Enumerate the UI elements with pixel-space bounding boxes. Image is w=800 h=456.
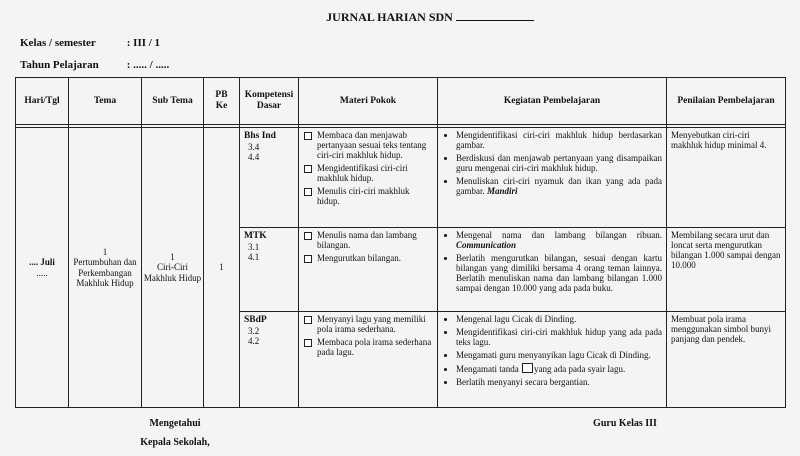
subtema-name: Ciri-Ciri Makhluk Hidup xyxy=(143,262,202,283)
tahun-value: : ..... / ..... xyxy=(126,59,170,71)
subject-name: SBdP xyxy=(244,315,267,325)
square-symbol-icon xyxy=(522,363,533,373)
header-materi: Materi Pokok xyxy=(299,78,438,125)
list-item: Mengurutkan bilangan. xyxy=(303,253,433,263)
table-row xyxy=(16,128,786,228)
document-title xyxy=(0,10,800,25)
kd-code: 3.4 xyxy=(248,141,260,152)
kd-cell-bhs-ind xyxy=(240,128,299,228)
list-item xyxy=(456,363,662,374)
penilaian-cell-sbdp: Membuat pola irama menggunakan simbol bunyi panjang dan pendek. xyxy=(667,312,786,408)
kd-code: 3.2 xyxy=(248,325,260,336)
school-name-blank xyxy=(456,10,534,21)
sign-right-line1: Guru Kelas III xyxy=(593,418,657,429)
list-item: • Mengenal lagu Cicak di Dinding. xyxy=(456,314,662,324)
sign-left-line1: Mengetahui xyxy=(149,418,201,429)
subtema-cell xyxy=(142,128,204,408)
list-item: • Mengidentifikasi ciri-ciri makhluk hidup yang ada pada teks lagu. xyxy=(456,327,662,347)
hari-cell xyxy=(16,128,69,408)
list-item: Membaca pola irama sederhana pada lagu. xyxy=(303,337,433,357)
list-item: • Mengamati guru menyanyikan lagu Cicak di Dinding. xyxy=(456,350,662,360)
emphasis-text: Mandiri xyxy=(487,186,518,197)
list-item: Menulis ciri-ciri makhluk hidup. xyxy=(303,186,433,206)
header-kd-line2: Dasar xyxy=(256,101,282,111)
header-kd-line1: Kompetensi xyxy=(244,90,294,101)
kelas-semester-line xyxy=(20,37,160,49)
kd-cell-sbdp xyxy=(240,312,299,408)
hari-year: ..... xyxy=(36,267,48,278)
kegiatan-cell-mtk xyxy=(438,228,667,312)
list-item: • Mengidentifikasi ciri-ciri makhluk hidup berdasarkan gambar. xyxy=(456,130,662,150)
kelas-value: : III / 1 xyxy=(126,37,161,49)
tema-cell xyxy=(69,128,142,408)
list-item: Mengidentifikasi ciri-ciri makhluk hidup. xyxy=(303,163,433,183)
kegiatan-cell-bhs-ind xyxy=(438,128,667,228)
kd-code: 4.1 xyxy=(248,251,260,262)
kd-code: 4.2 xyxy=(248,335,260,346)
kelas-label: Kelas / semester xyxy=(20,37,96,49)
title-text: JURNAL HARIAN SDN xyxy=(326,10,453,24)
header-pb-line2: Ke xyxy=(215,101,228,111)
header-pb xyxy=(204,78,240,125)
header-subtema: Sub Tema xyxy=(142,78,204,125)
header-tema: Tema xyxy=(69,78,142,125)
list-item: • Berlatih mengurutkan bilangan, sesuai dengan kartu bilangan yang dimiliki bersama 4 orang teman lainnya. Berlatih menuliskan nama dan lambang bilangan 1.000 sampai dengan 10.000 yang ada pada buku. xyxy=(456,253,662,293)
header-kegiatan: Kegiatan Pembelajaran xyxy=(438,78,667,125)
journal-table xyxy=(15,77,786,408)
header-pb-line1: PB xyxy=(215,90,228,101)
hari-date: .... Juli xyxy=(29,257,55,268)
tema-name: Pertumbuhan dan Perkembangan Makhluk Hidup xyxy=(73,257,137,288)
signature-right xyxy=(585,418,665,429)
list-item: Membaca dan menjawab pertanyaan sesuai teks tentang ciri-ciri makhluk hidup. xyxy=(303,130,433,160)
kd-code: 4.4 xyxy=(248,151,260,162)
penilaian-cell-bhs-ind: Menyebutkan ciri-ciri makhluk hidup minimal 4. xyxy=(667,128,786,228)
list-item-text-suffix: yang ada pada syair lagu. xyxy=(533,364,626,375)
emphasis-text: Communication xyxy=(456,240,517,251)
list-item: Menyanyi lagu yang memiliki pola irama sederhana. xyxy=(303,314,433,334)
kd-code: 3.1 xyxy=(248,241,260,252)
tema-number: 1 xyxy=(102,247,108,258)
sign-left-line2: Kepala Sekolah, xyxy=(140,437,210,448)
pb-cell: 1 xyxy=(204,128,240,408)
tahun-label: Tahun Pelajaran xyxy=(20,59,99,71)
kegiatan-cell-sbdp xyxy=(438,312,667,408)
list-item: • Mengenal nama dan lambang bilangan ribuan. Communication xyxy=(456,230,662,250)
signature-left xyxy=(130,418,220,456)
header-hari: Hari/Tgl xyxy=(16,78,69,125)
header-row xyxy=(16,78,786,125)
header-kd xyxy=(240,78,299,125)
list-item: • Menuliskan ciri-ciri nyamuk dan ikan yang ada pada gambar. Mandiri xyxy=(456,176,662,196)
list-item: • Berlatih menyanyi secara bergantian. xyxy=(456,377,662,387)
subject-name: MTK xyxy=(244,231,267,241)
list-item: • Berdiskusi dan menjawab pertanyaan yang disampaikan guru mengenai ciri-ciri makhluk hidup. xyxy=(456,153,662,173)
materi-cell-mtk xyxy=(299,228,438,312)
tahun-pelajaran-line xyxy=(20,59,169,71)
subject-name: Bhs Ind xyxy=(244,131,276,141)
list-item-text: Mengamati tanda xyxy=(456,364,519,375)
materi-cell-bhs-ind xyxy=(299,128,438,228)
kd-cell-mtk xyxy=(240,228,299,312)
list-item: Menulis nama dan lambang bilangan. xyxy=(303,230,433,250)
materi-cell-sbdp xyxy=(299,312,438,408)
header-penilaian: Penilaian Pembelajaran xyxy=(667,78,786,125)
penilaian-cell-mtk: Membilang secara urut dan loncat serta mengurutkan bilangan 1.000 sampai dengan 10.000 xyxy=(667,228,786,312)
subtema-number: 1 xyxy=(170,252,175,263)
